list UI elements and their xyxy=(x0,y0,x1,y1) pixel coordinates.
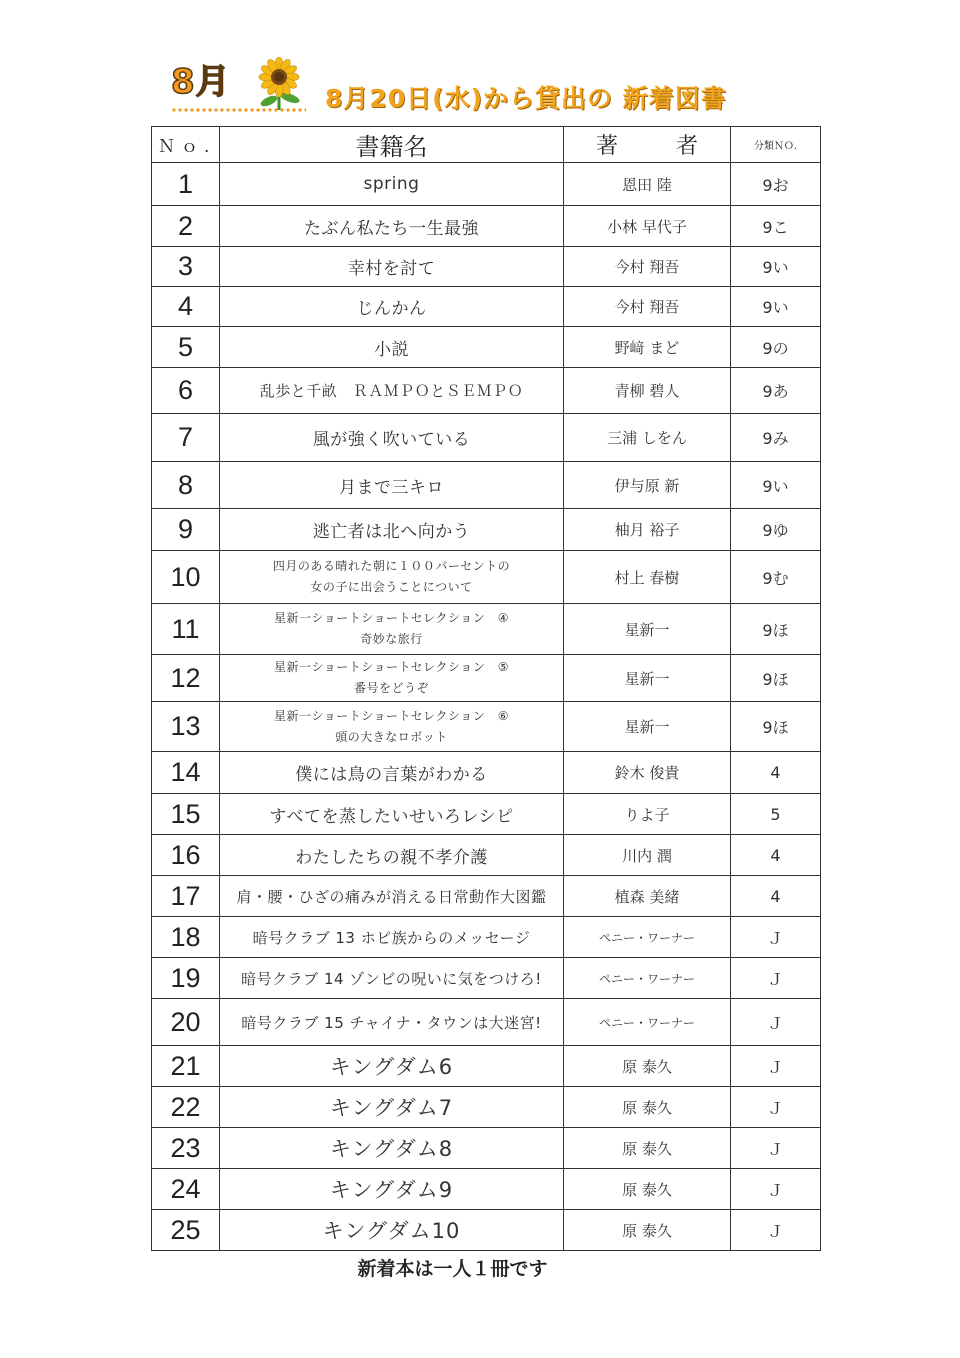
book-classification: Ｊ xyxy=(731,1046,821,1087)
book-title: キングダム6 xyxy=(220,1046,564,1087)
book-title: 逃亡者は北へ向かう xyxy=(220,509,564,551)
book-author: 今村 翔吾 xyxy=(564,247,731,287)
row-number: 4 xyxy=(152,287,220,327)
table-row xyxy=(152,414,821,462)
book-author: 村上 春樹 xyxy=(564,551,731,604)
table-row xyxy=(152,509,821,551)
book-title-line-2: 番号をどうぞ xyxy=(353,681,429,695)
column-header-no: Ｎｏ. xyxy=(152,127,220,163)
row-number: 11 xyxy=(152,604,220,655)
row-number: 5 xyxy=(152,327,220,368)
book-author: 青柳 碧人 xyxy=(564,368,731,414)
table-row xyxy=(152,876,821,917)
table-row xyxy=(152,702,821,752)
table-row xyxy=(152,247,821,287)
table-row xyxy=(152,327,821,368)
book-classification: 9の xyxy=(731,327,821,368)
row-number: 15 xyxy=(152,794,220,835)
book-title: 暗号クラブ 13 ホピ族からのメッセージ xyxy=(220,917,564,958)
book-author: 鈴木 俊貴 xyxy=(564,752,731,794)
book-title-line-2: 女の子に出会うことについて xyxy=(310,580,473,594)
row-number: 12 xyxy=(152,655,220,702)
table-row xyxy=(152,287,821,327)
table-row xyxy=(152,1128,821,1169)
row-number: 19 xyxy=(152,958,220,999)
book-title: わたしたちの親不孝介護 xyxy=(220,835,564,876)
row-number: 9 xyxy=(152,509,220,551)
book-title: 乱歩と千畝 ＲＡＭＰＯとＳＥＭＰＯ xyxy=(220,368,564,414)
book-classification: 9ほ xyxy=(731,655,821,702)
header xyxy=(165,55,805,115)
row-number: 2 xyxy=(152,206,220,247)
table-row xyxy=(152,1169,821,1210)
book-title-line-1: 星新一ショートショートセレクション ④ xyxy=(274,611,509,625)
column-header-classification: 分類ＮＯ. xyxy=(731,127,821,163)
column-header-author: 著 者 xyxy=(564,127,731,163)
book-classification: 9お xyxy=(731,163,821,206)
book-title: キングダム8 xyxy=(220,1128,564,1169)
table-row xyxy=(152,551,821,604)
book-classification: 9い xyxy=(731,247,821,287)
table-row xyxy=(152,752,821,794)
book-title-line-2: 奇妙な旅行 xyxy=(360,632,423,646)
book-author: 星新一 xyxy=(564,702,731,752)
book-classification: Ｊ xyxy=(731,917,821,958)
book-title xyxy=(220,604,564,655)
row-number: 20 xyxy=(152,999,220,1046)
row-number: 25 xyxy=(152,1210,220,1251)
book-author: 三浦 しをん xyxy=(564,414,731,462)
row-number: 18 xyxy=(152,917,220,958)
book-title-line-1: 星新一ショートショートセレクション ⑤ xyxy=(274,660,509,674)
table-row xyxy=(152,368,821,414)
book-title xyxy=(220,655,564,702)
book-title: 幸村を討て xyxy=(220,247,564,287)
book-author: 小林 早代子 xyxy=(564,206,731,247)
book-title: 暗号クラブ 15 チャイナ・タウンは大迷宮! xyxy=(220,999,564,1046)
book-author: 柚月 裕子 xyxy=(564,509,731,551)
row-number: 13 xyxy=(152,702,220,752)
book-title xyxy=(220,551,564,604)
book-classification: 9い xyxy=(731,462,821,509)
book-classification: 5 xyxy=(731,794,821,835)
month-badge: 8月 xyxy=(171,62,231,102)
book-author: ペニー・ワーナー xyxy=(564,999,731,1046)
row-number: 14 xyxy=(152,752,220,794)
book-classification: 9ほ xyxy=(731,702,821,752)
book-title: 風が強く吹いている xyxy=(220,414,564,462)
book-title: じんかん xyxy=(220,287,564,327)
table-row xyxy=(152,958,821,999)
row-number: 1 xyxy=(152,163,220,206)
book-classification: 9み xyxy=(731,414,821,462)
book-author: 原 泰久 xyxy=(564,1169,731,1210)
book-author: 川内 潤 xyxy=(564,835,731,876)
table-row xyxy=(152,1046,821,1087)
book-title-line-2: 頭の大きなロボット xyxy=(335,729,448,744)
table-row xyxy=(152,999,821,1046)
book-author: 恩田 陸 xyxy=(564,163,731,206)
table-row xyxy=(152,1087,821,1128)
book-author: 星新一 xyxy=(564,604,731,655)
row-number: 10 xyxy=(152,551,220,604)
book-classification: Ｊ xyxy=(731,958,821,999)
table-row xyxy=(152,1210,821,1251)
row-number: 24 xyxy=(152,1169,220,1210)
sunflower-icon xyxy=(253,57,305,111)
book-author: 原 泰久 xyxy=(564,1046,731,1087)
book-author: 植森 美緒 xyxy=(564,876,731,917)
book-classification: 4 xyxy=(731,876,821,917)
book-classification: Ｊ xyxy=(731,1210,821,1251)
row-number: 21 xyxy=(152,1046,220,1087)
row-number: 16 xyxy=(152,835,220,876)
book-author: ペニー・ワーナー xyxy=(564,917,731,958)
row-number: 3 xyxy=(152,247,220,287)
book-author: 伊与原 新 xyxy=(564,462,731,509)
book-classification: 4 xyxy=(731,835,821,876)
book-classification: 9ほ xyxy=(731,604,821,655)
book-title: キングダム9 xyxy=(220,1169,564,1210)
book-classification: 9む xyxy=(731,551,821,604)
book-author: 野﨑 まど xyxy=(564,327,731,368)
book-title: 僕には鳥の言葉がわかる xyxy=(220,752,564,794)
book-classification: Ｊ xyxy=(731,1169,821,1210)
book-classification: 9い xyxy=(731,287,821,327)
table-row xyxy=(152,917,821,958)
table-row xyxy=(152,163,821,206)
page-title: 8月20日(水)から貸出の 新着図書 xyxy=(325,84,727,113)
book-author: りよ子 xyxy=(564,794,731,835)
row-number: 6 xyxy=(152,368,220,414)
book-title: 小説 xyxy=(220,327,564,368)
book-author: 原 泰久 xyxy=(564,1087,731,1128)
row-number: 23 xyxy=(152,1128,220,1169)
book-classification: 9こ xyxy=(731,206,821,247)
book-author: 原 泰久 xyxy=(564,1210,731,1251)
book-author: 原 泰久 xyxy=(564,1128,731,1169)
new-books-table xyxy=(151,126,821,1251)
book-classification: 9あ xyxy=(731,368,821,414)
book-title: spring xyxy=(220,163,564,206)
book-classification: Ｊ xyxy=(731,1087,821,1128)
book-title: すべてを蒸したいせいろレシピ xyxy=(220,794,564,835)
table-header-row xyxy=(152,127,821,163)
book-title-line-1: 星新一ショートショートセレクション ⑥ xyxy=(274,708,509,723)
book-classification: 9ゆ xyxy=(731,509,821,551)
table-row xyxy=(152,462,821,509)
book-classification: 4 xyxy=(731,752,821,794)
table-row xyxy=(152,794,821,835)
book-title xyxy=(220,702,564,752)
table-row xyxy=(152,835,821,876)
row-number: 7 xyxy=(152,414,220,462)
book-title: 月まで三キロ xyxy=(220,462,564,509)
row-number: 22 xyxy=(152,1087,220,1128)
book-title: キングダム7 xyxy=(220,1087,564,1128)
row-number: 8 xyxy=(152,462,220,509)
book-title: キングダム10 xyxy=(220,1210,564,1251)
book-author: 星新一 xyxy=(564,655,731,702)
table-row xyxy=(152,655,821,702)
book-classification: Ｊ xyxy=(731,1128,821,1169)
book-classification: Ｊ xyxy=(731,999,821,1046)
book-author: ペニー・ワーナー xyxy=(564,958,731,999)
book-title: たぶん私たち一生最強 xyxy=(220,206,564,247)
footer-note: 新着本は一人１冊です xyxy=(357,1258,548,1280)
column-header-title: 書籍名 xyxy=(220,127,564,163)
table-row xyxy=(152,206,821,247)
book-title: 暗号クラブ 14 ゾンビの呪いに気をつけろ! xyxy=(220,958,564,999)
book-title: 肩・腰・ひざの痛みが消える日常動作大図鑑 xyxy=(220,876,564,917)
row-number: 17 xyxy=(152,876,220,917)
table-row xyxy=(152,604,821,655)
book-title-line-1: 四月のある晴れた朝に１００パーセントの xyxy=(272,559,511,573)
book-author: 今村 翔吾 xyxy=(564,287,731,327)
